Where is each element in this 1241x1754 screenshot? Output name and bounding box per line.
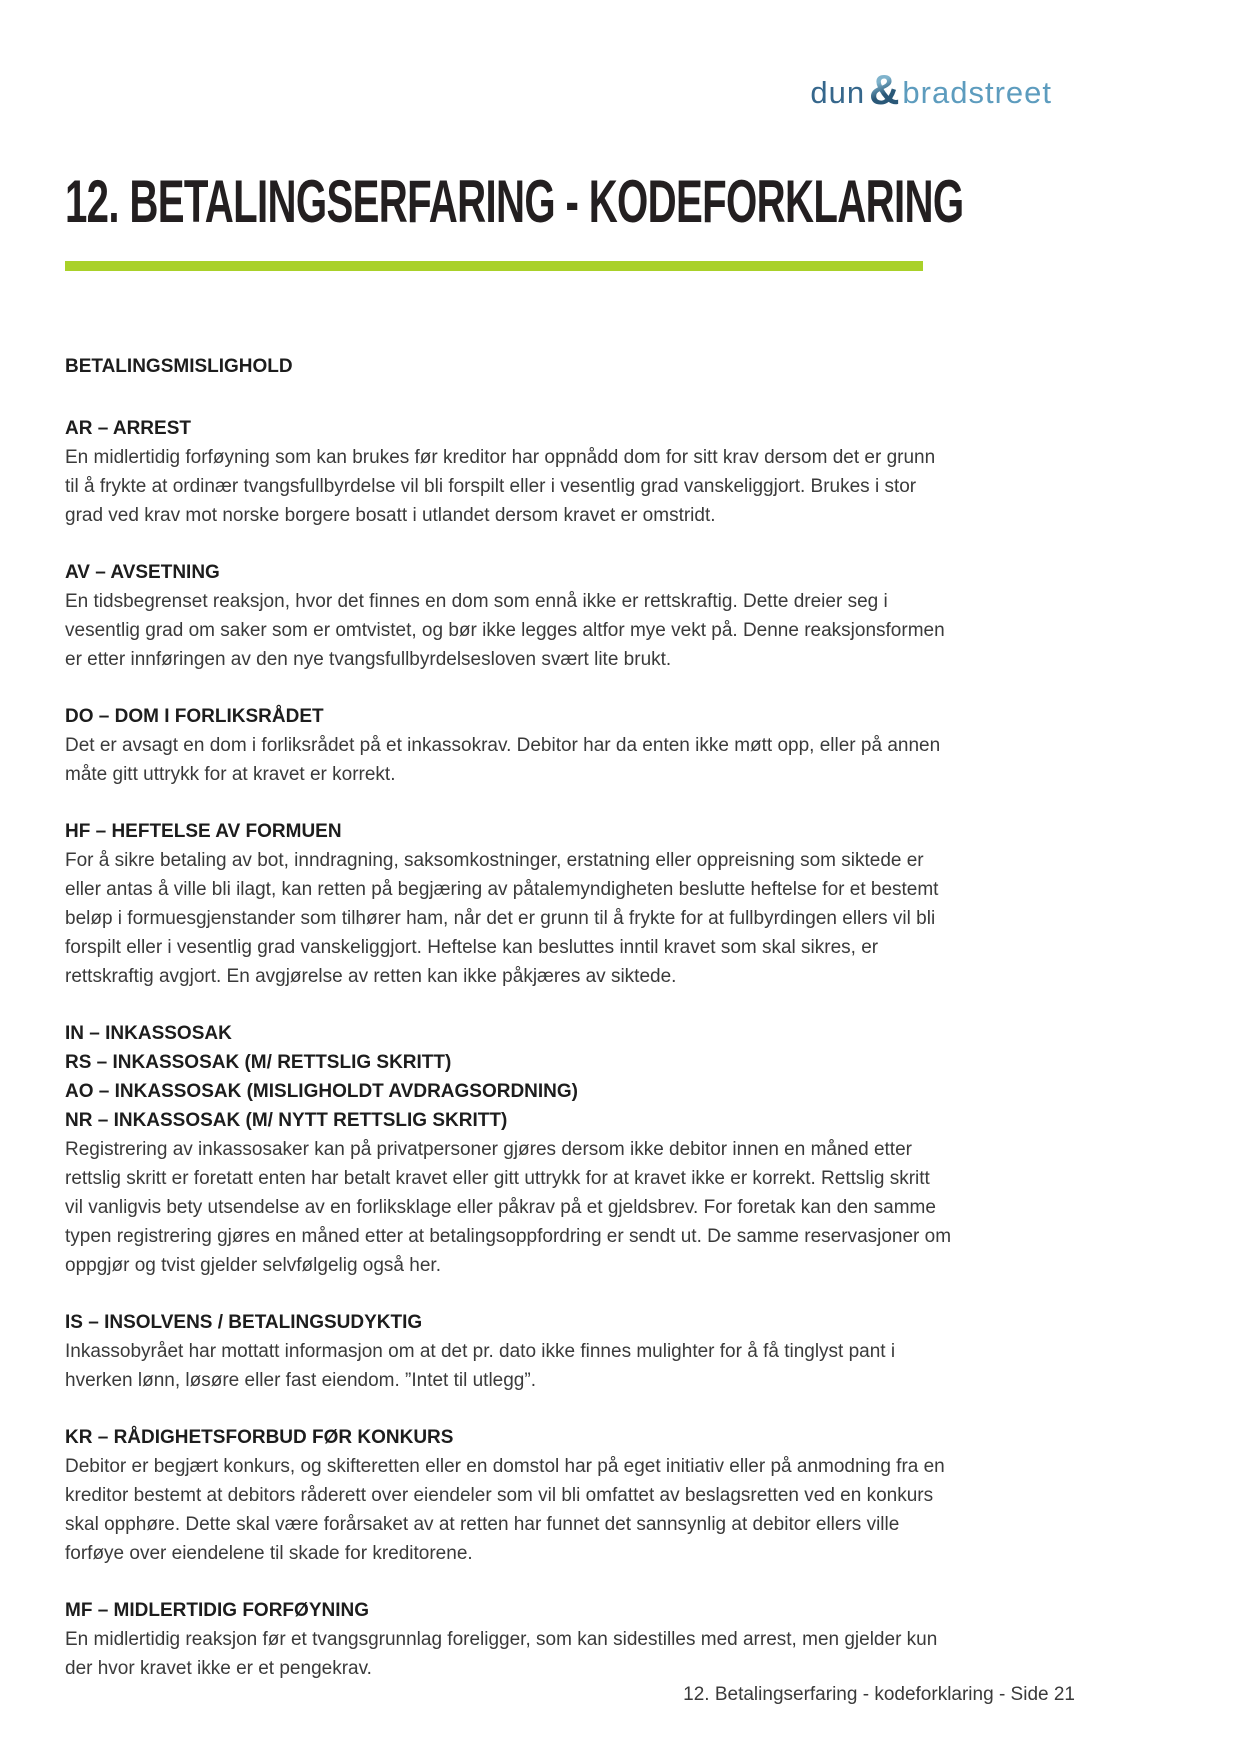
- code-section: [65, 1308, 953, 1395]
- section-body: En tidsbegrenset reaksjon, hvor det finnes en dom som ennå ikke er rettskraftig. Dette dreier seg i vesentlig grad om saker som er omtvistet, og bør ikke legges altfor mye vekt på. Denne reaksjonsformen er etter innføringen av den nye tvangsfullbyrdelsesloven svært lite brukt.: [65, 591, 945, 670]
- section-code-heading: DO – DOM I FORLIKSRÅDET: [65, 706, 324, 727]
- code-section: [65, 414, 953, 530]
- section-body: En midlertidig reaksjon før et tvangsgrunnlag foreligger, som kan sidestilles med arrest, men gjelder kun der hvor kravet ikke er et pengekrav.: [65, 1629, 938, 1679]
- section-code-heading: NR – INKASSOSAK (M/ NYTT RETTSLIG SKRITT): [65, 1110, 508, 1131]
- sections: [65, 414, 953, 1683]
- ampersand-icon: &: [869, 66, 900, 113]
- section-codes: [65, 1596, 953, 1625]
- section-code-heading: AR – ARREST: [65, 418, 191, 439]
- dun-bradstreet-logo: [810, 66, 1052, 114]
- section-body: Det er avsagt en dom i forliksrådet på et inkassokrav. Debitor har da enten ikke møtt opp, eller på annen måte gitt uttrykk for at kravet er korrekt.: [65, 735, 941, 785]
- section-body: For å sikre betaling av bot, inndragning, saksomkostninger, erstatning eller oppreisning som siktede er eller antas å ville bli ilagt, kan retten på begjæring av påtalemyndigheten beslutte heftelse for et bestemt beløp i formuesgjenstander som tilhører ham, når det er grunn til å frykte for at fullbyrdingen ellers vil bli forspilt eller i vesentlig grad vanskeliggjort. Heftelse kan besluttes inntil kravet som skal sikres, er rettskraftig avgjort. En avgjørelse av retten kan ikke påkjæres av siktede.: [65, 850, 939, 987]
- section-body: En midlertidig forføyning som kan brukes før kreditor har oppnådd dom for sitt krav dersom det er grunn til å frykte at ordinær tvangsfullbyrdelse vil bli forspilt eller i vesentlig grad vanskeliggjort. Brukes i stor grad ved krav mot norske borgere bosatt i utlandet dersom kravet er omstridt.: [65, 447, 936, 526]
- section-code-heading: AO – INKASSOSAK (MISLIGHOLDT AVDRAGSORDNING): [65, 1081, 579, 1102]
- code-section: [65, 1423, 953, 1568]
- code-section: [65, 817, 953, 991]
- code-section: [65, 702, 953, 789]
- code-section: [65, 558, 953, 674]
- logo-text-bradstreet: bradstreet: [902, 75, 1052, 110]
- section-codes: [65, 558, 953, 587]
- section-body: Registrering av inkassosaker kan på privatpersoner gjøres dersom ikke debitor innen en måned etter rettslig skritt er foretatt enten har betalt kravet eller gitt uttrykk for at kravet ikke er korrekt. Rettslig skritt vil vanligvis bety utsendelse av en forliksklage eller påkrav på et gjeldsbrev. For foretak kan den samme typen registrering gjøres en måned etter at betalingsoppfordring er sendt ut. De samme reservasjoner om oppgjør og tvist gjelder selvfølgelig også her.: [65, 1139, 952, 1276]
- section-code-heading: AV – AVSETNING: [65, 562, 220, 583]
- code-section: [65, 1019, 953, 1280]
- section-code-heading: IN – INKASSOSAK: [65, 1023, 232, 1044]
- section-code-heading: KR – RÅDIGHETSFORBUD FØR KONKURS: [65, 1427, 454, 1448]
- section-code-heading: IS – INSOLVENS / BETALINGSUDYKTIG: [65, 1312, 423, 1333]
- code-section: [65, 1596, 953, 1683]
- section-codes: [65, 817, 953, 846]
- document-content: [65, 352, 953, 1711]
- section-code-heading: RS – INKASSOSAK (M/ RETTSLIG SKRITT): [65, 1052, 452, 1073]
- section-codes: [65, 1019, 953, 1135]
- section-codes: [65, 702, 953, 731]
- section-code-heading: MF – MIDLERTIDIG FORFØYNING: [65, 1600, 369, 1621]
- logo-text-dun: dun: [810, 75, 866, 110]
- section-codes: [65, 414, 953, 443]
- section-codes: [65, 1308, 953, 1337]
- page-footer: 12. Betalingserfaring - kodeforklaring - Side 21: [683, 1684, 1075, 1705]
- category-heading: BETALINGSMISLIGHOLD: [65, 356, 293, 377]
- section-body: Debitor er begjært konkurs, og skifteretten eller en domstol har på eget initiativ eller på anmodning fra en kreditor bestemt at debitors råderett over eiendeler som vil bli omfattet av beslagsretten ved en konkurs skal opphøre. Dette skal være forårsaket av at retten har funnet det sannsynlig at debitor ellers ville forføye over eiendelene til skade for kreditorene.: [65, 1456, 945, 1564]
- section-codes: [65, 1423, 953, 1452]
- page-title: 12. BETALINGSERFARING - KODEFORKLARING: [65, 168, 964, 235]
- section-body: Inkassobyrået har mottatt informasjon om at det pr. dato ikke finnes mulighter for å få tinglyst pant i hverken lønn, løsøre eller fast eiendom. ”Intet til utlegg”.: [65, 1341, 896, 1391]
- section-code-heading: HF – HEFTELSE AV FORMUEN: [65, 821, 342, 842]
- title-accent-rule: [65, 261, 923, 271]
